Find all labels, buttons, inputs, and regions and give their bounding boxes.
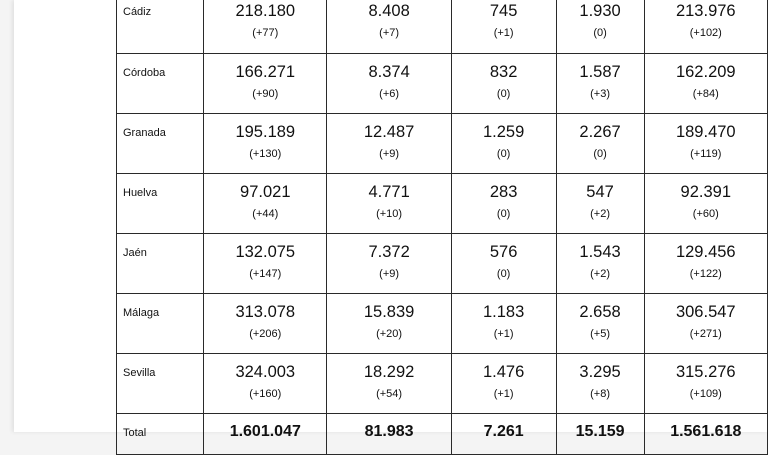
data-cell (204, 54, 327, 114)
data-cell (556, 174, 644, 234)
cell-value: 1.930 (579, 2, 621, 20)
data-cell (327, 114, 451, 174)
table-body (117, 0, 768, 455)
document-sheet (14, 0, 768, 440)
cell-value: 547 (586, 183, 614, 201)
row-label-cell (117, 294, 204, 354)
cell-delta: (+119) (690, 148, 722, 160)
cell-delta: (+271) (689, 328, 722, 340)
row-name: Jaén (123, 247, 147, 259)
cell-value: 4.771 (368, 183, 410, 201)
data-cell (451, 234, 556, 294)
data-cell (327, 0, 451, 54)
data-cell (644, 0, 767, 54)
cell-delta: (+206) (249, 328, 282, 340)
cell-delta: (+109) (689, 388, 722, 400)
total-cell (204, 414, 327, 455)
cell-delta: (+10) (376, 208, 403, 220)
cell-delta: (+84) (692, 88, 719, 100)
data-cell (556, 54, 644, 114)
total-value: 81.983 (364, 423, 414, 440)
row-label-cell (117, 234, 204, 294)
cell-delta: (0) (593, 27, 607, 39)
cell-value: 132.075 (235, 243, 296, 261)
total-cell (644, 414, 767, 455)
data-cell (451, 294, 556, 354)
cell-delta: (+1) (493, 328, 514, 340)
row-label-cell (117, 354, 204, 414)
cell-delta: (+7) (379, 27, 400, 39)
data-cell (451, 174, 556, 234)
table-row (117, 0, 768, 54)
total-cell (451, 414, 556, 455)
data-cell (556, 114, 644, 174)
cell-value: 283 (489, 183, 518, 201)
cell-value: 15.839 (363, 303, 415, 321)
cell-delta: (+90) (252, 88, 279, 100)
data-cell (451, 114, 556, 174)
row-name: Málaga (123, 307, 160, 319)
cell-delta: (+54) (376, 388, 403, 400)
cell-value: 1.587 (579, 63, 621, 81)
cell-value: 1.476 (482, 363, 525, 381)
table-row (117, 54, 768, 114)
cell-delta: (+60) (692, 208, 719, 220)
cell-delta: (+130) (249, 148, 282, 160)
data-cell (644, 354, 767, 414)
cell-delta: (+9) (379, 268, 400, 280)
cell-value: 306.547 (675, 303, 736, 321)
cell-delta: (0) (593, 148, 607, 160)
cell-delta: (+122) (689, 268, 722, 280)
table-row (117, 234, 768, 294)
cell-delta: (+3) (590, 88, 610, 100)
data-cell (451, 354, 556, 414)
cell-value: 213.976 (675, 2, 736, 20)
data-cell (556, 294, 644, 354)
data-cell (644, 54, 767, 114)
total-cell (327, 414, 451, 455)
cell-value: 2.658 (579, 303, 621, 321)
row-name: Córdoba (123, 67, 166, 79)
cell-delta: (0) (496, 148, 511, 160)
cell-delta: (+2) (590, 268, 610, 280)
cell-delta: (+102) (689, 27, 722, 39)
cell-value: 576 (489, 243, 518, 261)
cell-value: 18.292 (363, 363, 415, 381)
cell-value: 1.543 (579, 243, 621, 261)
cell-value: 92.391 (680, 183, 732, 201)
cell-value: 313.078 (235, 303, 296, 321)
data-cell (204, 0, 327, 54)
cell-delta: (+44) (252, 208, 279, 220)
cell-value: 8.374 (368, 63, 410, 81)
cell-delta: (+1) (493, 388, 514, 400)
cell-value: 218.180 (235, 2, 296, 20)
cell-value: 832 (489, 63, 518, 81)
data-cell (644, 114, 767, 174)
data-cell (327, 354, 451, 414)
cell-delta: (+5) (590, 328, 610, 340)
cell-delta: (+6) (379, 88, 400, 100)
cell-value: 12.487 (363, 123, 415, 141)
data-cell (204, 354, 327, 414)
cell-value: 315.276 (675, 363, 736, 381)
table-row (117, 114, 768, 174)
cell-delta: (+20) (376, 328, 403, 340)
data-cell (204, 114, 327, 174)
total-label-cell (117, 414, 204, 455)
data-cell (644, 234, 767, 294)
row-label-cell (117, 114, 204, 174)
data-cell (327, 174, 451, 234)
cell-value: 1.183 (482, 303, 525, 321)
total-value: 1.601.047 (229, 423, 301, 440)
row-name: Total (123, 427, 147, 439)
cell-value: 97.021 (240, 183, 291, 201)
cell-delta: (0) (496, 88, 511, 100)
total-value: 1.561.618 (670, 423, 742, 440)
data-cell (204, 294, 327, 354)
total-value: 15.159 (575, 423, 625, 440)
cell-delta: (+147) (249, 268, 282, 280)
cell-delta: (+1) (493, 27, 514, 39)
cell-delta: (+9) (379, 148, 400, 160)
cell-value: 129.456 (675, 243, 736, 261)
data-cell (204, 174, 327, 234)
table-row (117, 174, 768, 234)
cell-value: 162.209 (675, 63, 736, 81)
cell-value: 3.295 (579, 363, 621, 381)
data-cell (556, 0, 644, 54)
cell-value: 1.259 (482, 123, 525, 141)
data-cell (451, 54, 556, 114)
row-label-cell (117, 0, 204, 54)
row-name: Cádiz (123, 6, 152, 18)
cell-value: 166.271 (235, 63, 296, 81)
data-cell (644, 174, 767, 234)
table-row (117, 354, 768, 414)
cell-value: 324.003 (235, 363, 296, 381)
data-cell (644, 294, 767, 354)
table-row-total (117, 414, 768, 455)
cell-delta: (+2) (590, 208, 610, 220)
table-row (117, 294, 768, 354)
data-table (116, 0, 768, 455)
total-value: 7.261 (483, 423, 524, 440)
cell-value: 7.372 (368, 243, 410, 261)
row-name: Huelva (123, 187, 158, 199)
data-cell (327, 294, 451, 354)
total-cell (556, 414, 644, 455)
data-cell (556, 234, 644, 294)
cell-value: 189.470 (675, 123, 736, 141)
cell-delta: (0) (496, 208, 511, 220)
data-cell (327, 54, 451, 114)
row-name: Granada (123, 127, 166, 139)
cell-value: 745 (489, 2, 518, 20)
cell-value: 8.408 (368, 2, 410, 20)
cell-delta: (+8) (590, 388, 610, 400)
cell-delta: (0) (496, 268, 511, 280)
data-cell (451, 0, 556, 54)
row-label-cell (117, 174, 204, 234)
data-cell (327, 234, 451, 294)
row-label-cell (117, 54, 204, 114)
row-name: Sevilla (123, 367, 156, 379)
cell-value: 2.267 (579, 123, 621, 141)
data-cell (204, 234, 327, 294)
cell-delta: (+160) (249, 388, 282, 400)
data-cell (556, 354, 644, 414)
cell-delta: (+77) (252, 27, 279, 39)
cell-value: 195.189 (235, 123, 296, 141)
